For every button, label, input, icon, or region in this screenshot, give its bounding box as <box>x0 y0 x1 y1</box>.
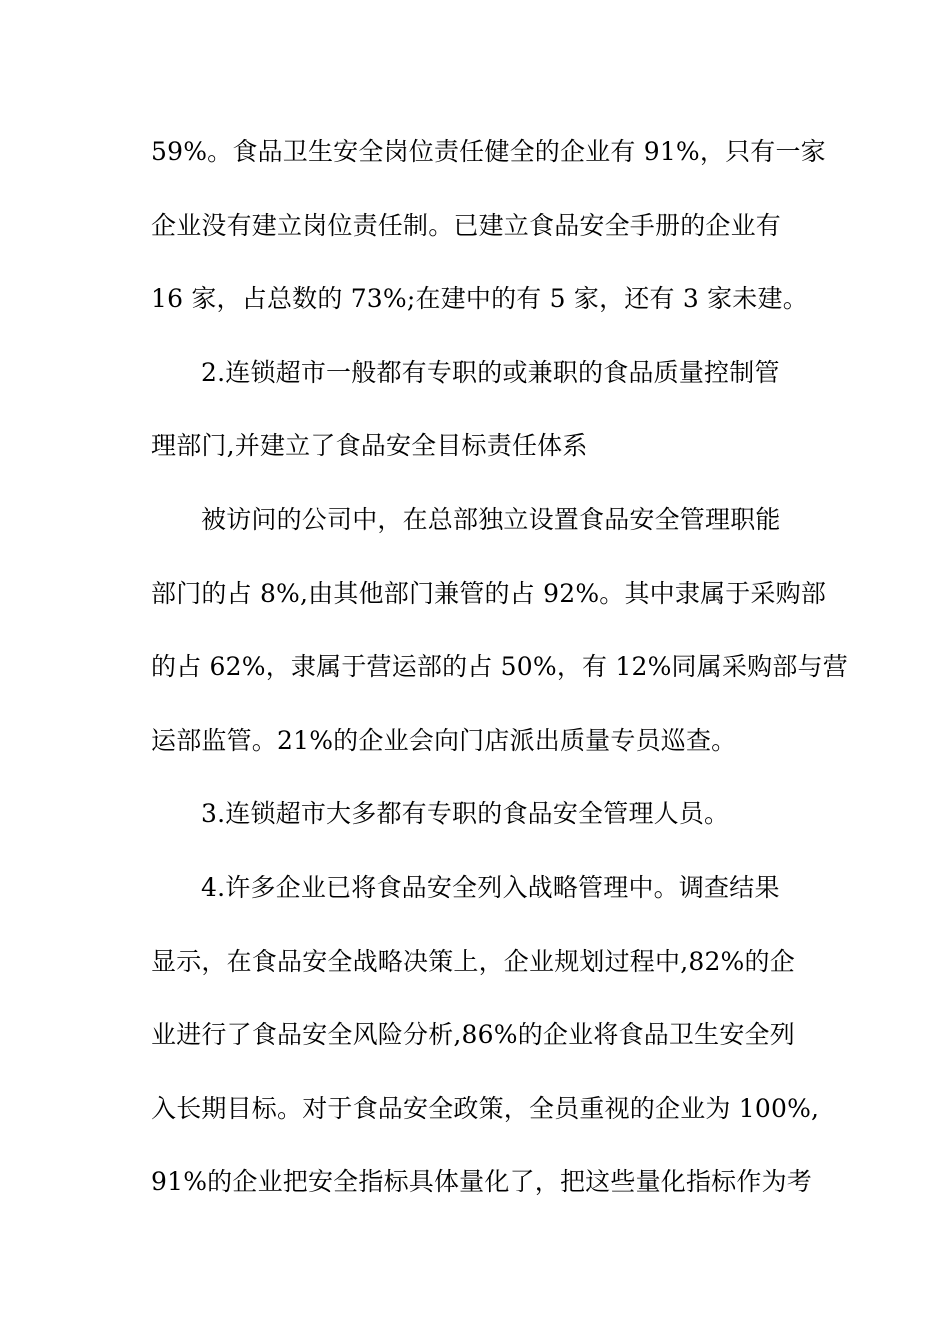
text-line-1: 59%。食品卫生安全岗位责任健全的企业有 91%，只有一家 <box>151 137 826 166</box>
text-line-4: 2.连锁超市一般都有专职的或兼职的食品质量控制管 <box>201 357 780 387</box>
body-text <box>151 128 848 1232</box>
text-line-8: 的占 62%，隶属于营运部的占 50%，有 12%同属采购部与营 <box>151 652 848 682</box>
text-line-14: 入长期目标。对于食品安全政策，全员重视的企业为 100%, <box>151 1093 820 1123</box>
text-line-2: 企业没有建立岗位责任制。已建立食品安全手册的企业有 <box>151 210 782 240</box>
text-line-6: 被访问的公司中，在总部独立设置食品安全管理职能 <box>201 504 781 534</box>
text-line-9: 运部监管。21%的企业会向门店派出质量专员巡查。 <box>151 725 737 755</box>
text-line-10: 3.连锁超市大多都有专职的食品安全管理人员。 <box>201 799 730 829</box>
text-line-12: 显示，在食品安全战略决策上，企业规划过程中,82%的企 <box>151 946 795 976</box>
text-line-3: 16 家，占总数的 73%;在建中的有 5 家，还有 3 家未建。 <box>151 284 808 314</box>
text-line-7: 部门的占 8%,由其他部门兼管的占 92%。其中隶属于采购部 <box>151 578 827 608</box>
text-line-13: 业进行了食品安全风险分析,86%的企业将食品卫生安全列 <box>151 1020 795 1050</box>
text-line-5: 理部门,并建立了食品安全目标责任体系 <box>151 431 588 461</box>
text-line-11: 4.许多企业已将食品安全列入战略管理中。调查结果 <box>201 872 780 902</box>
text-line-15: 91%的企业把安全指标具体量化了，把这些量化指标作为考 <box>151 1167 812 1197</box>
